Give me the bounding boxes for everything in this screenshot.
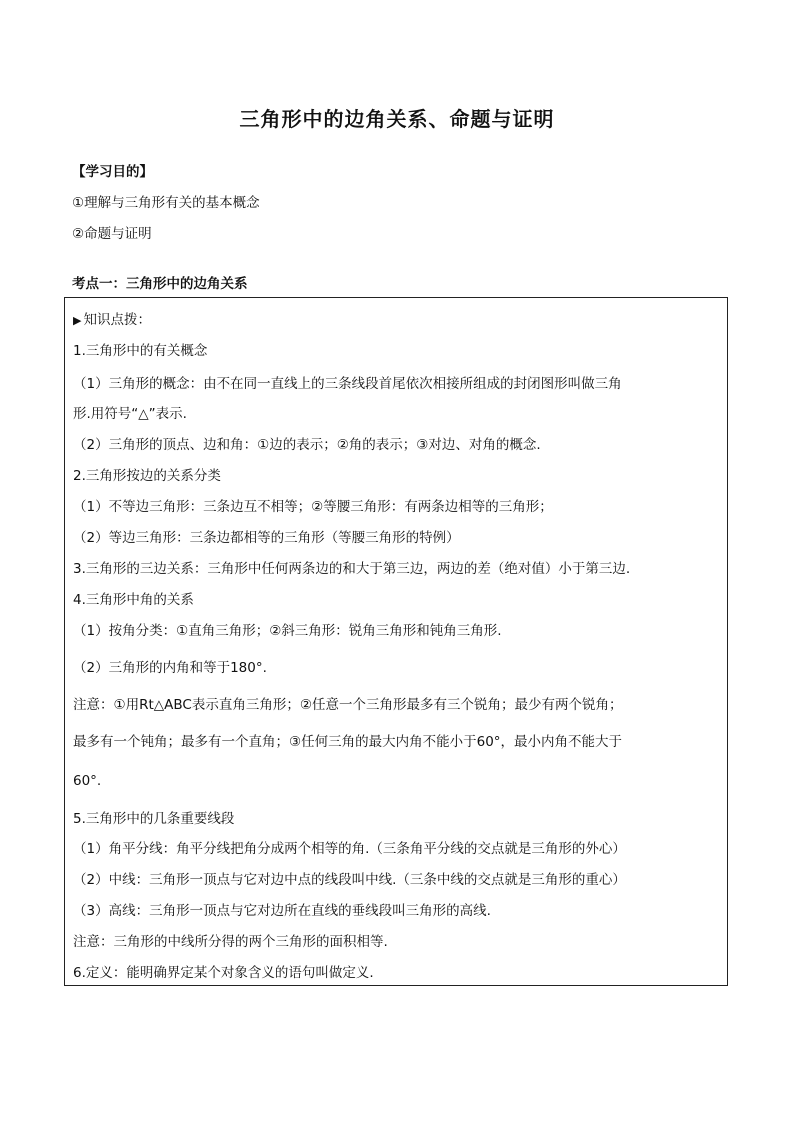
objectives-heading: 【学习目的】 <box>72 164 153 180</box>
knowledge-line: 形.用符号“△”表示. <box>73 406 187 422</box>
knowledge-line: 6.定义：能明确界定某个对象含义的语句叫做定义. <box>73 965 374 981</box>
knowledge-line: 1.三角形中的有关概念 <box>73 343 208 359</box>
objective-item-1: ①理解与三角形有关的基本概念 <box>72 195 260 211</box>
knowledge-line: （2）中线：三角形一顶点与它对边中点的线段叫中线.（三条中线的交点就是三角形的重心） <box>73 872 626 888</box>
knowledge-line: （2）三角形的顶点、边和角：①边的表示；②角的表示；③对边、对角的概念. <box>73 437 541 453</box>
objective-item-2: ②命题与证明 <box>72 226 152 242</box>
knowledge-box <box>64 297 728 986</box>
knowledge-line: （2）三角形的内角和等于180°. <box>73 660 267 676</box>
page-title: 三角形中的边角关系、命题与证明 <box>239 107 555 131</box>
knowledge-line: 最多有一个钝角；最多有一个直角；③任何三角的最大内角不能小于60°，最小内角不能大于 <box>73 734 623 750</box>
knowledge-line: 注意：①用Rt△ABC表示直角三角形；②任意一个三角形最多有三个锐角；最少有两个锐角； <box>73 697 623 713</box>
knowledge-line: 3.三角形的三边关系：三角形中任何两条边的和大于第三边，两边的差（绝对值）小于第三边. <box>73 561 631 577</box>
knowledge-line: （3）高线：三角形一顶点与它对边所在直线的垂线段叫三角形的高线. <box>73 903 491 919</box>
knowledge-line: （2）等边三角形：三条边都相等的三角形（等腰三角形的特例） <box>73 530 460 546</box>
knowledge-line: （1）角平分线：角平分线把角分成两个相等的角.（三条角平分线的交点就是三角形的外心） <box>73 841 626 857</box>
knowledge-header-label: 知识点拨： <box>83 312 151 328</box>
knowledge-line: 60°. <box>73 773 102 789</box>
knowledge-line: （1）不等边三角形：三条边互不相等；②等腰三角形：有两条边相等的三角形； <box>73 499 553 515</box>
play-triangle-icon: ▶ <box>73 314 82 327</box>
knowledge-line: （1）按角分类：①直角三角形；②斜三角形：锐角三角形和钝角三角形. <box>73 623 502 639</box>
knowledge-line: 4.三角形中角的关系 <box>73 592 194 608</box>
knowledge-line: 注意：三角形的中线所分得的两个三角形的面积相等. <box>73 934 388 950</box>
knowledge-line: 5.三角形中的几条重要线段 <box>73 811 235 827</box>
knowledge-line: （1）三角形的概念：由不在同一直线上的三条线段首尾依次相接所组成的封闭图形叫做三角 <box>73 376 622 392</box>
knowledge-header <box>73 308 151 328</box>
knowledge-line: 2.三角形按边的关系分类 <box>73 468 221 484</box>
section-heading: 考点一：三角形中的边角关系 <box>72 276 248 292</box>
